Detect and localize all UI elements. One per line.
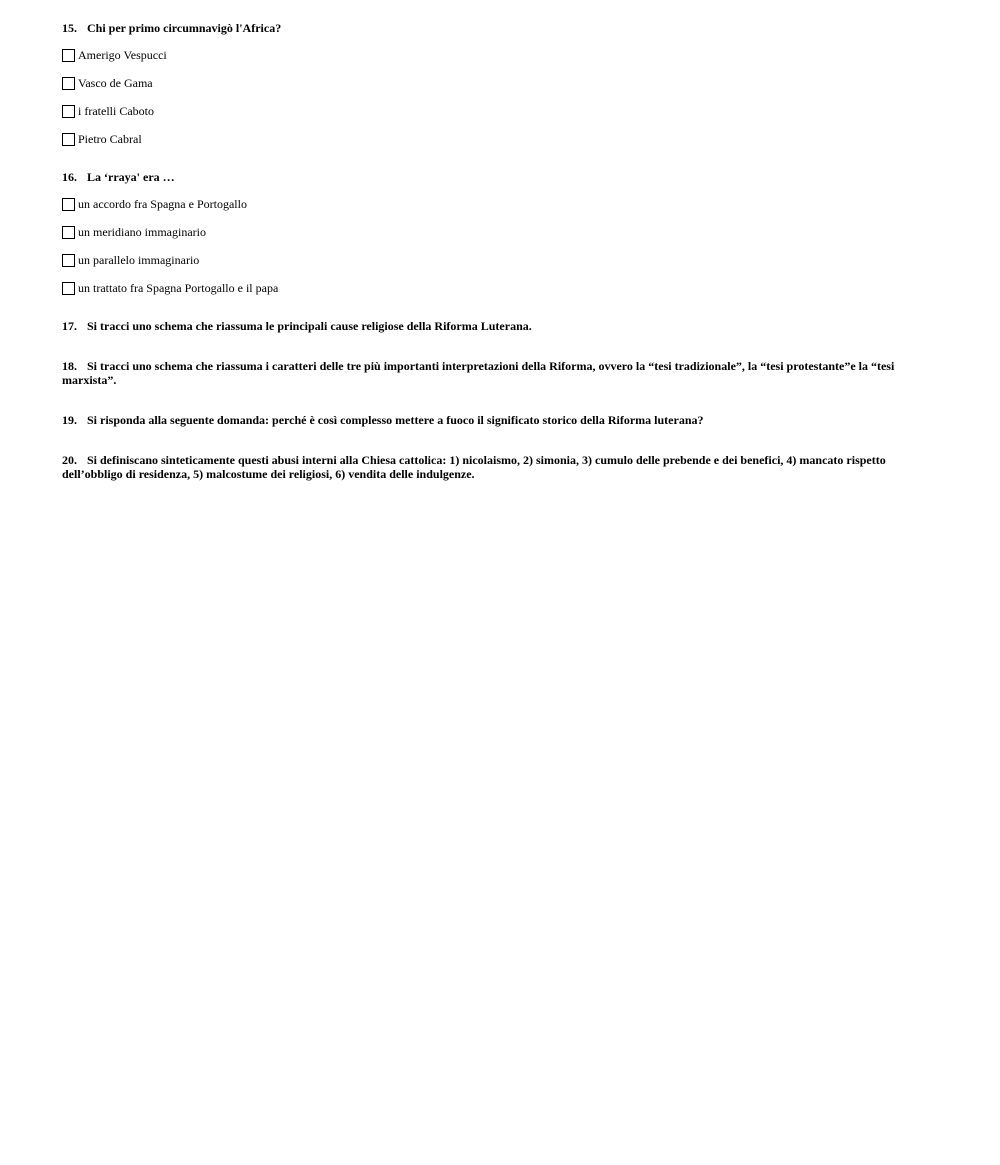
question-number: 20. (62, 453, 77, 467)
option-row[interactable] (62, 190, 936, 218)
question-18-title (62, 359, 936, 387)
question-20-title (62, 453, 936, 481)
option-row[interactable] (62, 41, 936, 69)
checkbox[interactable] (62, 226, 75, 239)
quiz-page (62, 21, 936, 481)
question-16-options (62, 190, 936, 302)
question-18 (62, 359, 936, 387)
option-label: Pietro Cabral (78, 132, 142, 146)
question-text: Chi per primo circumnavigò l'Africa? (87, 21, 282, 35)
checkbox[interactable] (62, 105, 75, 118)
option-row[interactable] (62, 125, 936, 153)
question-text: Si tracci uno schema che riassuma i caratteri delle tre più importanti interpretazioni della Riforma, ovvero la “tesi tradizionale”, la “tesi protestante”e la “tesi marxista”. (62, 359, 895, 387)
option-label: Vasco de Gama (78, 76, 153, 90)
question-15-options (62, 41, 936, 153)
question-text: Si risponda alla seguente domanda: perché è così complesso mettere a fuoco il significato storico della Riforma luterana? (87, 413, 704, 427)
option-label: i fratelli Caboto (78, 104, 154, 118)
checkbox[interactable] (62, 282, 75, 295)
question-17 (62, 319, 936, 333)
question-number: 18. (62, 359, 77, 373)
question-17-title (62, 319, 936, 333)
checkbox[interactable] (62, 254, 75, 267)
question-15-title (62, 21, 936, 35)
checkbox[interactable] (62, 198, 75, 211)
option-row[interactable] (62, 246, 936, 274)
checkbox[interactable] (62, 77, 75, 90)
option-row[interactable] (62, 218, 936, 246)
option-label: un meridiano immaginario (78, 225, 206, 239)
question-text: Si tracci uno schema che riassuma le principali cause religiose della Riforma Luterana. (87, 319, 532, 333)
question-16-title (62, 170, 936, 184)
question-number: 15. (62, 21, 77, 35)
question-20 (62, 453, 936, 481)
question-number: 19. (62, 413, 77, 427)
question-19 (62, 413, 936, 427)
question-number: 16. (62, 170, 77, 184)
checkbox[interactable] (62, 133, 75, 146)
option-label: un trattato fra Spagna Portogallo e il papa (78, 281, 279, 295)
question-number: 17. (62, 319, 77, 333)
question-16 (62, 170, 936, 302)
option-row[interactable] (62, 69, 936, 97)
option-label: un parallelo immaginario (78, 253, 200, 267)
option-row[interactable] (62, 274, 936, 302)
question-19-title (62, 413, 936, 427)
question-text: Si definiscano sinteticamente questi abusi interni alla Chiesa cattolica: 1) nicolaismo, 2) simonia, 3) cumulo delle prebende e dei benefici, 4) mancato rispetto dell’obbligo di residenza, 5) malcostume dei religiosi, 6) vendita delle indulgenze. (62, 453, 886, 481)
option-label: Amerigo Vespucci (78, 48, 167, 62)
question-15 (62, 21, 936, 153)
option-row[interactable] (62, 97, 936, 125)
question-text: La ‘rraya' era … (87, 170, 175, 184)
option-label: un accordo fra Spagna e Portogallo (78, 197, 247, 211)
checkbox[interactable] (62, 49, 75, 62)
